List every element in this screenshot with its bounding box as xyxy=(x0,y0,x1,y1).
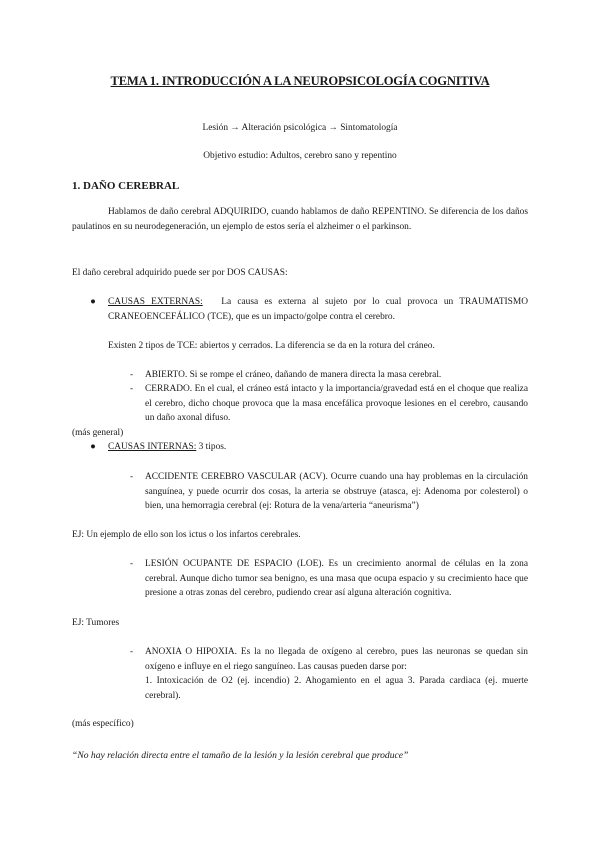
dash-icon: - xyxy=(130,370,134,380)
intro-paragraph: Hablamos de daño cerebral ADQUIRIDO, cuando hablamos de daño REPENTINO. Se diferencia de los daños paulatinos en su neurodegeneración, un ejemplo de estos sería el alzheimer o el parkinson. xyxy=(72,207,528,232)
section-heading-dano-cerebral: 1. DAÑO CEREBRAL xyxy=(72,180,180,192)
anoxia-causes: 1. Intoxicación de O2 (ej. incendio) 2. Ahogamiento en el agua 3. Parada cardiaca (ej. muerte cerebral). xyxy=(145,676,528,701)
bullet-icon: ● xyxy=(90,297,96,307)
external-causes-paragraph xyxy=(108,295,528,324)
dash-icon: - xyxy=(130,647,134,657)
internal-causes-paragraph xyxy=(108,440,528,455)
subtitle-study-objective: Objetivo estudio: Adultos, cerebro sano y repentino xyxy=(203,151,397,161)
internal-causes-text: 3 tipos. xyxy=(198,442,227,452)
list-item-anoxia: ANOXIA O HIPOXIA. Es la no llegada de oxígeno al cerebro, pues las neuronas se quedan sin oxígeno e influye en el riego sanguíneo. Las causas pueden darse por: xyxy=(145,647,528,672)
dash-icon: - xyxy=(130,472,134,482)
external-causes-text: La causa es externa al sujeto por lo cual provoca un TRAUMATISMO CRANEOENCEFÁLICO (TCE), que es un impacto/golpe contra el cerebro. xyxy=(108,297,528,322)
dash-icon: - xyxy=(130,384,134,394)
tce-types-line: Existen 2 tipos de TCE: abiertos y cerrados. La diferencia se da en la rotura del cráneo. xyxy=(108,341,435,351)
external-causes-label: CAUSAS EXTERNAS: xyxy=(108,297,203,307)
list-item-loe: LESIÓN OCUPANTE DE ESPACIO (LOE). Es un crecimiento anormal de células en la zona cerebral. Aunque dicho tumor sea benigno, es una masa que ocupa espacio y su crecimiento hace que presione a otras zonas del cerebro, pudiendo crear así alguna alteración cognitiva. xyxy=(145,559,528,599)
list-item-abierto: ABIERTO. Si se rompe el cráneo, dañando de manera directa la masa cerebral. xyxy=(145,370,442,380)
internal-causes-label: CAUSAS INTERNAS: xyxy=(108,442,197,452)
list-item-acv: ACCIDENTE CEREBRO VASCULAR (ACV). Ocurre cuando una hay problemas en la circulación sanguínea, y puede ocurrir dos cosas, la arteria se obstruye (atasca, ej: Adenoma por colesterol) o bien, una hemorragia cerebral (ej: Rotura de la vena/arteria “aneurisma”) xyxy=(145,472,528,512)
bullet-icon: ● xyxy=(90,442,96,452)
page-title: TEMA 1. INTRODUCCIÓN A LA NEUROPSICOLOGÍA COGNITIVA xyxy=(110,74,490,88)
example-ictus: EJ: Un ejemplo de ello son los ictus o los infartos cerebrales. xyxy=(72,530,301,540)
mas-general-note: (más general) xyxy=(72,428,124,438)
mas-especifico-note: (más específico) xyxy=(72,719,134,729)
two-causes-line: El daño cerebral adquirido puede ser por DOS CAUSAS: xyxy=(72,268,288,278)
dash-icon: - xyxy=(130,559,134,569)
closing-quote: “No hay relación directa entre el tamaño de la lesión y la lesión cerebral que produce” xyxy=(72,750,409,761)
example-tumores: EJ: Tumores xyxy=(72,618,120,628)
subtitle-lesion-chain: Lesión → Alteración psicológica → Sintomatología xyxy=(202,123,398,133)
list-item-cerrado: CERRADO. En el cual, el cráneo está intacto y la importancia/gravedad está en el choque que realiza el cerebro, dicho choque provoca que la masa encefálica provoque lesiones en el cerebro, causando un daño axonal difuso. xyxy=(145,384,528,424)
